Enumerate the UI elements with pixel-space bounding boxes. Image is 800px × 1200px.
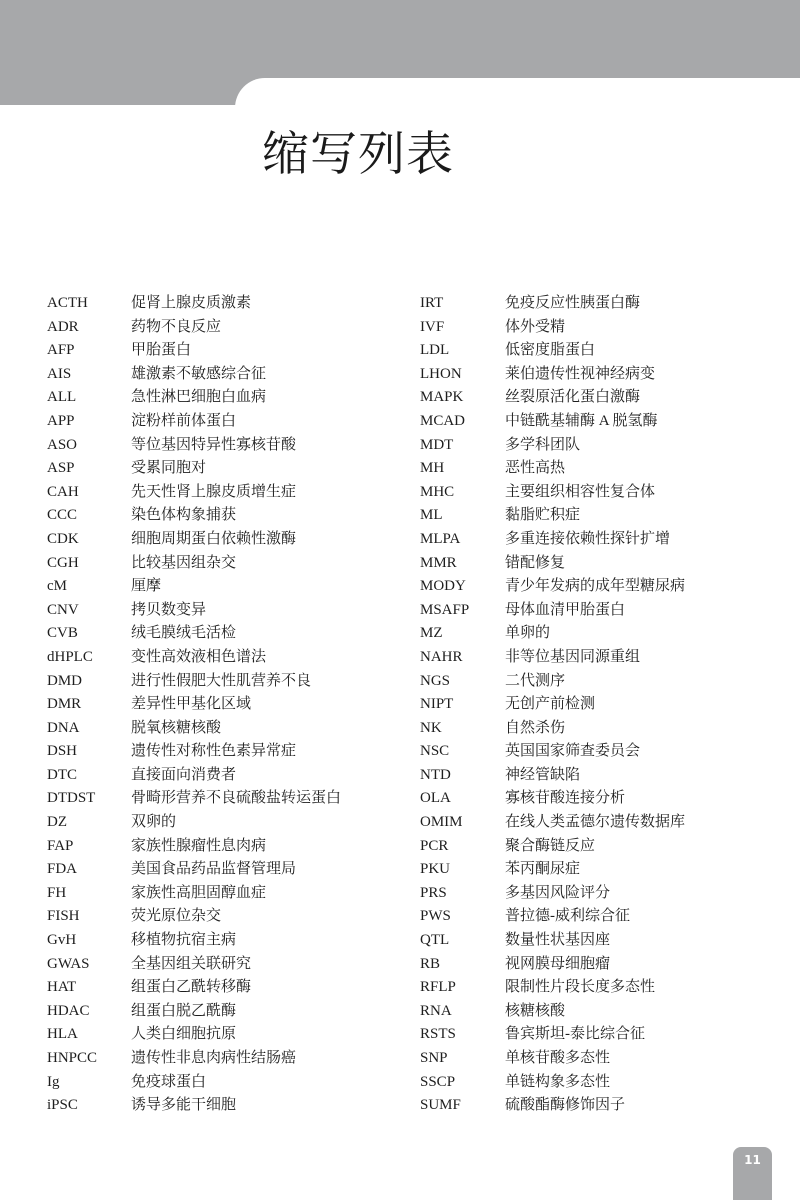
abbreviation-code: ACTH — [47, 295, 88, 311]
abbreviation-code: HDAC — [47, 1002, 90, 1019]
abbreviation-code: FH — [47, 884, 67, 901]
abbreviation-row — [47, 693, 407, 717]
abbreviation-code: MH — [420, 460, 445, 477]
abbreviation-row — [47, 599, 407, 623]
abbreviation-term: 单核苷酸多态性 — [505, 1050, 611, 1066]
abbreviation-code: PCR — [420, 837, 449, 854]
abbreviation-term: 非等位基因同源重组 — [505, 648, 641, 665]
abbreviation-row — [47, 787, 407, 811]
abbreviation-column-right — [420, 292, 780, 1118]
abbreviation-row — [47, 292, 407, 316]
abbreviation-row — [47, 717, 407, 741]
abbreviation-code: ASP — [47, 460, 75, 477]
abbreviation-term: 进行性假肥大性肌营养不良 — [131, 672, 312, 689]
abbreviation-term: 等位基因特异性寡核苷酸 — [131, 436, 297, 453]
abbreviation-code: IRT — [420, 295, 444, 311]
abbreviation-code: SUMF — [420, 1097, 461, 1114]
abbreviation-term: 急性淋巴细胞白血病 — [131, 389, 267, 406]
abbreviation-term: 先天性肾上腺皮质增生症 — [131, 483, 297, 500]
header-band-curve — [235, 78, 800, 118]
abbreviation-row — [47, 646, 407, 670]
abbreviation-row — [420, 717, 780, 741]
abbreviation-term: 限制性片段长度多态性 — [505, 979, 656, 996]
abbreviation-term: 美国食品药品监督管理局 — [131, 861, 297, 878]
abbreviation-term: 人类白细胞抗原 — [131, 1026, 237, 1043]
abbreviation-code: DSH — [47, 743, 78, 760]
abbreviation-row — [420, 976, 780, 1000]
abbreviation-row — [47, 835, 407, 859]
abbreviation-term: 寡核苷酸连接分析 — [505, 790, 626, 807]
abbreviation-row — [420, 764, 780, 788]
abbreviation-row — [47, 434, 407, 458]
abbreviation-code: iPSC — [47, 1097, 78, 1114]
abbreviation-row — [420, 622, 780, 646]
abbreviation-row — [420, 552, 780, 576]
abbreviation-code: NGS — [420, 672, 451, 689]
abbreviation-term: 普拉德-威利综合征 — [505, 908, 630, 925]
abbreviation-code: NK — [420, 719, 442, 736]
abbreviation-code: DMR — [47, 696, 82, 713]
abbreviation-term: 多基因风险评分 — [505, 884, 611, 901]
abbreviation-row — [420, 316, 780, 340]
abbreviation-row — [47, 575, 407, 599]
abbreviation-term: 全基因组关联研究 — [131, 955, 252, 972]
abbreviation-code: MZ — [420, 625, 443, 642]
abbreviation-code: MDT — [420, 436, 454, 453]
abbreviation-row — [420, 905, 780, 929]
abbreviation-code: ASO — [47, 436, 78, 453]
abbreviation-term: 视网膜母细胞瘤 — [505, 955, 611, 972]
abbreviation-row — [420, 599, 780, 623]
abbreviation-row — [47, 316, 407, 340]
abbreviation-row — [47, 552, 407, 576]
abbreviation-row — [420, 882, 780, 906]
abbreviation-row — [420, 528, 780, 552]
abbreviation-term: 双卵的 — [131, 814, 177, 831]
abbreviation-code: GWAS — [47, 955, 90, 972]
abbreviation-code: RNA — [420, 1002, 452, 1019]
abbreviation-row — [420, 292, 780, 316]
abbreviation-term: 遗传性对称性色素异常症 — [131, 743, 297, 760]
abbreviation-row — [47, 670, 407, 694]
abbreviation-code: DTC — [47, 766, 77, 783]
abbreviation-code: FISH — [47, 908, 80, 925]
abbreviation-row — [47, 858, 407, 882]
abbreviation-row — [420, 693, 780, 717]
abbreviation-code: LHON — [420, 365, 462, 382]
abbreviation-term: 多学科团队 — [505, 436, 581, 453]
abbreviation-term: 在线人类孟德尔遗传数据库 — [505, 814, 686, 831]
abbreviation-row — [420, 953, 780, 977]
abbreviation-term: 荧光原位杂交 — [131, 908, 222, 925]
abbreviation-term: 体外受精 — [505, 318, 566, 335]
abbreviation-code: MODY — [420, 578, 466, 595]
abbreviation-row — [420, 811, 780, 835]
abbreviation-term: 直接面向消费者 — [131, 766, 237, 783]
abbreviation-code: QTL — [420, 932, 450, 949]
abbreviation-code: FDA — [47, 861, 78, 878]
abbreviation-term: 鲁宾斯坦-泰比综合征 — [505, 1026, 645, 1043]
abbreviation-row — [420, 858, 780, 882]
abbreviation-code: dHPLC — [47, 648, 93, 665]
abbreviation-code: SNP — [420, 1050, 448, 1066]
abbreviation-term: 莱伯遗传性视神经病变 — [505, 365, 656, 382]
abbreviation-term: 厘摩 — [131, 578, 162, 595]
abbreviation-code: Ig — [47, 1073, 60, 1090]
abbreviation-term: 苯丙酮尿症 — [505, 861, 581, 878]
abbreviation-row — [420, 929, 780, 953]
abbreviation-code: NIPT — [420, 696, 454, 713]
abbreviation-code: CVB — [47, 625, 78, 642]
abbreviation-term: 黏脂贮积症 — [505, 507, 581, 524]
abbreviation-term: 诱导多能干细胞 — [131, 1097, 237, 1114]
abbreviation-row — [47, 1071, 407, 1095]
abbreviation-code: HLA — [47, 1026, 78, 1043]
abbreviation-code: ML — [420, 507, 443, 524]
abbreviation-row — [47, 622, 407, 646]
abbreviation-row — [420, 1094, 780, 1118]
abbreviation-code: CGH — [47, 554, 79, 571]
abbreviation-term: 拷贝数变异 — [131, 601, 207, 618]
abbreviation-code: AFP — [47, 342, 75, 359]
abbreviation-term: 差异性甲基化区域 — [131, 696, 252, 713]
abbreviation-term: 英国国家筛查委员会 — [505, 743, 641, 760]
abbreviation-term: 主要组织相容性复合体 — [505, 483, 656, 500]
abbreviation-term: 药物不良反应 — [131, 318, 222, 335]
abbreviation-row — [47, 953, 407, 977]
abbreviation-term: 受累同胞对 — [131, 460, 207, 477]
abbreviation-code: FAP — [47, 837, 74, 854]
abbreviation-term: 母体血清甲胎蛋白 — [505, 601, 626, 618]
abbreviation-code: ALL — [47, 389, 77, 406]
abbreviation-code: ADR — [47, 318, 79, 335]
abbreviation-code: SSCP — [420, 1073, 456, 1090]
abbreviation-term: 中链酰基辅酶 A 脱氢酶 — [505, 412, 658, 429]
abbreviation-row — [47, 740, 407, 764]
abbreviation-row — [420, 434, 780, 458]
abbreviation-code: PRS — [420, 884, 447, 901]
abbreviation-row — [420, 481, 780, 505]
abbreviation-term: 免疫反应性胰蛋白酶 — [505, 295, 641, 311]
abbreviation-code: RB — [420, 955, 441, 972]
abbreviation-code: cM — [47, 578, 67, 595]
abbreviation-code: CDK — [47, 530, 79, 547]
abbreviation-code: DZ — [47, 814, 67, 831]
abbreviation-row — [420, 1071, 780, 1095]
abbreviation-row — [420, 386, 780, 410]
abbreviation-term: 促肾上腺皮质激素 — [131, 295, 252, 311]
abbreviation-row — [47, 1047, 407, 1071]
abbreviation-term: 脱氧核糖核酸 — [131, 719, 222, 736]
abbreviation-row — [47, 764, 407, 788]
abbreviation-term: 单链构象多态性 — [505, 1073, 611, 1090]
abbreviation-term: 甲胎蛋白 — [131, 342, 192, 359]
abbreviation-row — [47, 1094, 407, 1118]
abbreviation-term: 比较基因组杂交 — [131, 554, 237, 571]
abbreviation-row — [47, 929, 407, 953]
abbreviation-term: 多重连接依赖性探针扩增 — [505, 530, 671, 547]
abbreviation-term: 家族性腺瘤性息肉病 — [131, 837, 267, 854]
page-title: 缩写列表 — [262, 127, 454, 182]
abbreviation-term: 低密度脂蛋白 — [505, 342, 596, 359]
abbreviation-row — [420, 670, 780, 694]
abbreviation-term: 硫酸酯酶修饰因子 — [505, 1097, 626, 1114]
abbreviation-row — [420, 740, 780, 764]
abbreviation-term: 自然杀伤 — [505, 719, 566, 736]
abbreviation-term: 家族性高胆固醇血症 — [131, 884, 267, 901]
abbreviation-term: 移植物抗宿主病 — [131, 932, 237, 949]
page-number: 11 — [744, 1153, 761, 1167]
abbreviation-row — [47, 504, 407, 528]
abbreviation-code: MMR — [420, 554, 457, 571]
abbreviation-code: MSAFP — [420, 601, 470, 618]
abbreviation-code: PWS — [420, 908, 451, 925]
abbreviation-code: NSC — [420, 743, 450, 760]
abbreviation-code: APP — [47, 412, 75, 429]
abbreviation-term: 数量性状基因座 — [505, 932, 611, 949]
abbreviation-code: MCAD — [420, 412, 466, 429]
abbreviation-row — [420, 363, 780, 387]
abbreviation-term: 丝裂原活化蛋白激酶 — [505, 389, 641, 406]
abbreviation-row — [47, 457, 407, 481]
abbreviation-code: HAT — [47, 979, 77, 996]
abbreviation-term: 细胞周期蛋白依赖性激酶 — [131, 530, 297, 547]
abbreviation-row — [420, 575, 780, 599]
abbreviation-row — [420, 457, 780, 481]
page-number-tab — [733, 1147, 772, 1200]
abbreviation-row — [47, 363, 407, 387]
abbreviation-column-left — [47, 292, 407, 1118]
abbreviation-term: 错配修复 — [505, 554, 566, 571]
abbreviation-code: OMIM — [420, 814, 463, 831]
abbreviation-row — [47, 528, 407, 552]
abbreviation-code: NTD — [420, 766, 451, 783]
abbreviation-row — [47, 1000, 407, 1024]
abbreviation-row — [47, 976, 407, 1000]
abbreviation-row — [47, 1023, 407, 1047]
abbreviation-row — [420, 504, 780, 528]
abbreviation-term: 骨畸形营养不良硫酸盐转运蛋白 — [131, 790, 342, 807]
abbreviation-code: MLPA — [420, 530, 461, 547]
abbreviation-row — [420, 410, 780, 434]
abbreviation-term: 二代测序 — [505, 672, 566, 689]
abbreviation-code: RFLP — [420, 979, 456, 996]
abbreviation-row — [47, 386, 407, 410]
abbreviation-term: 绒毛膜绒毛活检 — [131, 625, 237, 642]
abbreviation-code: RSTS — [420, 1026, 456, 1043]
abbreviation-code: CAH — [47, 483, 79, 500]
abbreviation-term: 淀粉样前体蛋白 — [131, 412, 237, 429]
abbreviation-row — [47, 481, 407, 505]
abbreviation-term: 核糖核酸 — [505, 1002, 566, 1019]
abbreviation-code: HNPCC — [47, 1050, 98, 1066]
abbreviation-term: 聚合酶链反应 — [505, 837, 596, 854]
abbreviation-code: CNV — [47, 601, 79, 618]
abbreviation-row — [47, 410, 407, 434]
abbreviation-code: AIS — [47, 365, 72, 382]
abbreviation-row — [420, 835, 780, 859]
abbreviation-row — [47, 811, 407, 835]
abbreviation-code: DTDST — [47, 790, 96, 807]
abbreviation-row — [47, 905, 407, 929]
abbreviation-term: 恶性高热 — [505, 460, 566, 477]
abbreviation-term: 组蛋白脱乙酰酶 — [131, 1002, 237, 1019]
abbreviation-term: 无创产前检测 — [505, 696, 596, 713]
abbreviation-row — [420, 1047, 780, 1071]
abbreviation-row — [420, 787, 780, 811]
abbreviation-term: 神经管缺陷 — [505, 766, 581, 783]
abbreviation-row — [420, 1000, 780, 1024]
abbreviation-term: 免疫球蛋白 — [131, 1073, 207, 1090]
abbreviation-code: MHC — [420, 483, 455, 500]
abbreviation-row — [47, 339, 407, 363]
abbreviation-term: 青少年发病的成年型糖尿病 — [505, 578, 686, 595]
abbreviation-term: 染色体构象捕获 — [131, 507, 237, 524]
abbreviation-code: CCC — [47, 507, 78, 524]
abbreviation-code: IVF — [420, 318, 445, 335]
abbreviation-term: 单卵的 — [505, 625, 551, 642]
abbreviation-code: DNA — [47, 719, 80, 736]
abbreviation-code: GvH — [47, 932, 77, 949]
abbreviation-row — [47, 882, 407, 906]
abbreviation-code: NAHR — [420, 648, 463, 665]
abbreviation-code: MAPK — [420, 389, 464, 406]
abbreviation-row — [420, 1023, 780, 1047]
abbreviation-code: LDL — [420, 342, 450, 359]
abbreviation-term: 变性高效液相色谱法 — [131, 648, 267, 665]
abbreviation-term: 遗传性非息肉病性结肠癌 — [131, 1050, 297, 1066]
abbreviation-code: OLA — [420, 790, 451, 807]
abbreviation-row — [420, 339, 780, 363]
abbreviation-code: PKU — [420, 861, 451, 878]
abbreviation-code: DMD — [47, 672, 83, 689]
abbreviation-term: 组蛋白乙酰转移酶 — [131, 979, 252, 996]
abbreviation-term: 雄激素不敏感综合征 — [131, 365, 267, 382]
abbreviation-row — [420, 646, 780, 670]
